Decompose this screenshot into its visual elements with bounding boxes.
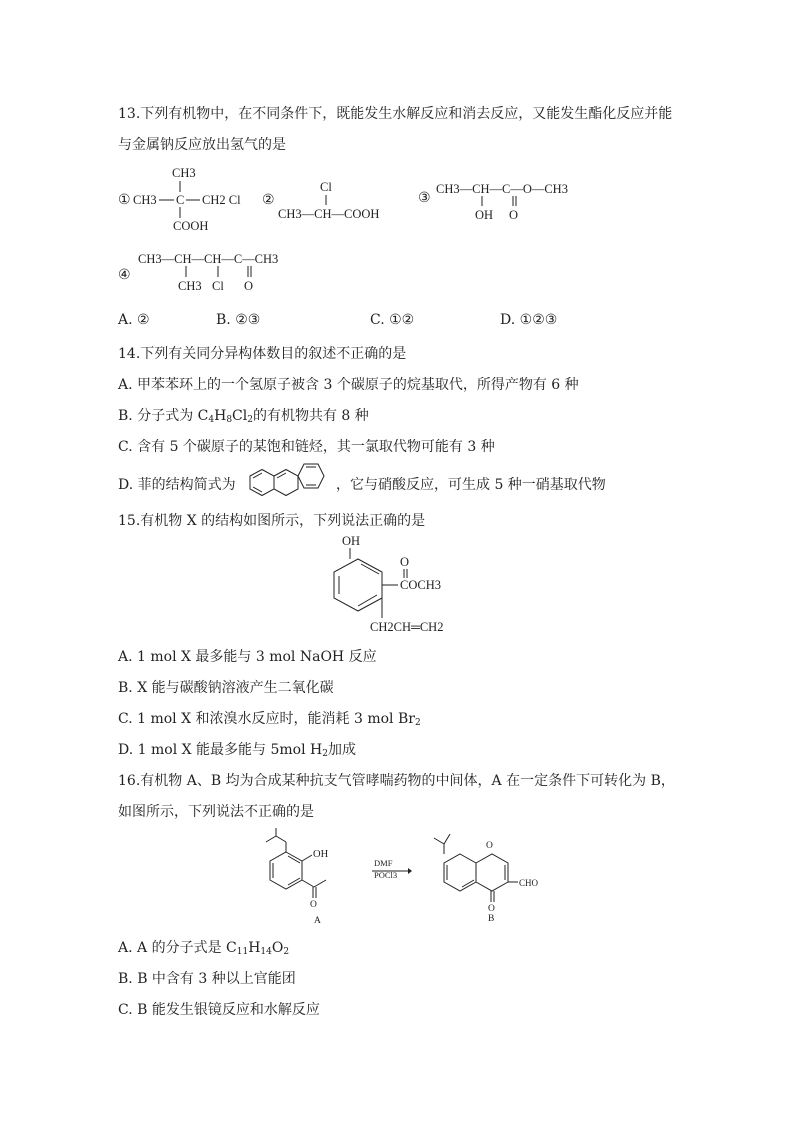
q16-option-b[interactable]: B. B 中含有 3 种以上官能团 [118,971,296,987]
s1-ch3-left: CH3 [133,193,157,207]
b-ring-o: O [486,841,493,851]
s1-center-c: C [176,193,185,207]
q13-structure-4 [118,248,318,298]
q15-option-a[interactable]: A. 1 mol X 最多能与 3 mol NaOH 反应 [118,649,377,665]
q15-stem: 15.有机物 X 的结构如图所示，下列说法正确的是 [118,513,426,529]
q16-molecule-b [420,830,550,922]
q13-stem-line1: 13.下列有机物中，在不同条件下，既能发生水解反应和消去反应，又能发生酯化反应并能 [118,106,673,122]
a-o: O [310,900,317,910]
x-o: O [400,555,410,569]
q13-structure-1 [116,162,256,238]
reagent-bottom: POCl3 [374,870,398,880]
s3-oh: OH [475,208,494,222]
a-oh: OH [313,849,329,860]
q16-stem-line1: 16.有机物 A、B 均为合成某种抗支气管哮喘药物的中间体，A 在一定条件下可转化为 B， [118,773,675,789]
q16-option-c[interactable]: C. B 能发生银镜反应和水解反应 [118,1002,320,1018]
phenanthrene-structure [238,462,334,502]
q14-stem: 14.下列有关同分异构体数目的叙述不正确的是 [118,346,407,362]
s1-ch2cl: CH2 Cl [202,193,241,207]
s4-cl: Cl [212,279,224,293]
q13-structure-3 [418,176,598,226]
q13-option-a[interactable]: A. ② [118,312,150,328]
s2-chain: CH3—CH—COOH [278,207,380,221]
q15-option-c[interactable]: C. 1 mol X 和浓溴水反应时，能消耗 3 mol $Br_2$ [118,711,421,728]
q14-option-c[interactable]: C. 含有 5 个碳原子的某饱和链烃，其一氯取代物可能有 3 种 [118,439,495,455]
q14-option-a[interactable]: A. 甲苯苯环上的一个氢原子被含 3 个碳原子的烷基取代，所得产物有 6 种 [118,377,579,393]
s3-o: O [509,208,519,222]
x-side-chain: CH2CH═CH2 [370,620,444,634]
x-coch3: COCH3 [400,578,441,592]
q15-structure-x [330,532,480,636]
q13-structure-2 [262,178,412,228]
q16-molecule-a [258,830,368,928]
x-oh: OH [342,534,361,548]
q13-stem-line2: 与金属钠反应放出氢气的是 [118,137,286,153]
b-cho: CHO [519,878,539,888]
a-label: A [314,916,321,926]
q14-option-b[interactable]: B. 分子式为 $C_4H_8Cl_2$的有机物共有 8 种 [118,408,369,425]
q13-option-c[interactable]: C. ①② [370,312,415,328]
q13-option-b[interactable]: B. ②③ [216,312,261,328]
q16-stem-line2: 如图所示，下列说法不正确的是 [118,804,314,820]
b-label: B [488,914,495,924]
s2-cl: Cl [320,180,332,194]
reagent-top: DMF [374,858,393,868]
s4-o: O [244,279,254,293]
q14-option-d-pre[interactable]: D. 菲的结构简式为 [118,477,236,493]
q15-option-b[interactable]: B. X 能与碳酸钠溶液产生二氧化碳 [118,680,334,696]
s3-chain: CH3—CH—C—O—CH3 [436,182,568,196]
s2-num: ② [262,193,275,208]
s4-ch3: CH3 [178,279,202,293]
s1-ch3-top: CH3 [172,166,196,180]
s4-chain: CH3—CH—CH—C—CH3 [138,252,279,266]
q15-option-d[interactable]: D. 1 mol X 能最多能与 5mol $H_2$加成 [118,742,356,759]
q16-option-a[interactable]: A. A 的分子式是 $C_{11}H_{14}O_2$ [118,940,290,957]
s1-cooh: COOH [173,219,209,233]
q14-option-d-post: ，它与硝酸反应，可生成 5 种一硝基取代物 [336,477,606,493]
s3-num: ③ [418,191,431,206]
b-ketone-o: O [488,904,495,914]
s1-num: ① [118,193,131,208]
q13-option-d[interactable]: D. ①②③ [500,312,558,328]
s4-num: ④ [118,268,131,283]
